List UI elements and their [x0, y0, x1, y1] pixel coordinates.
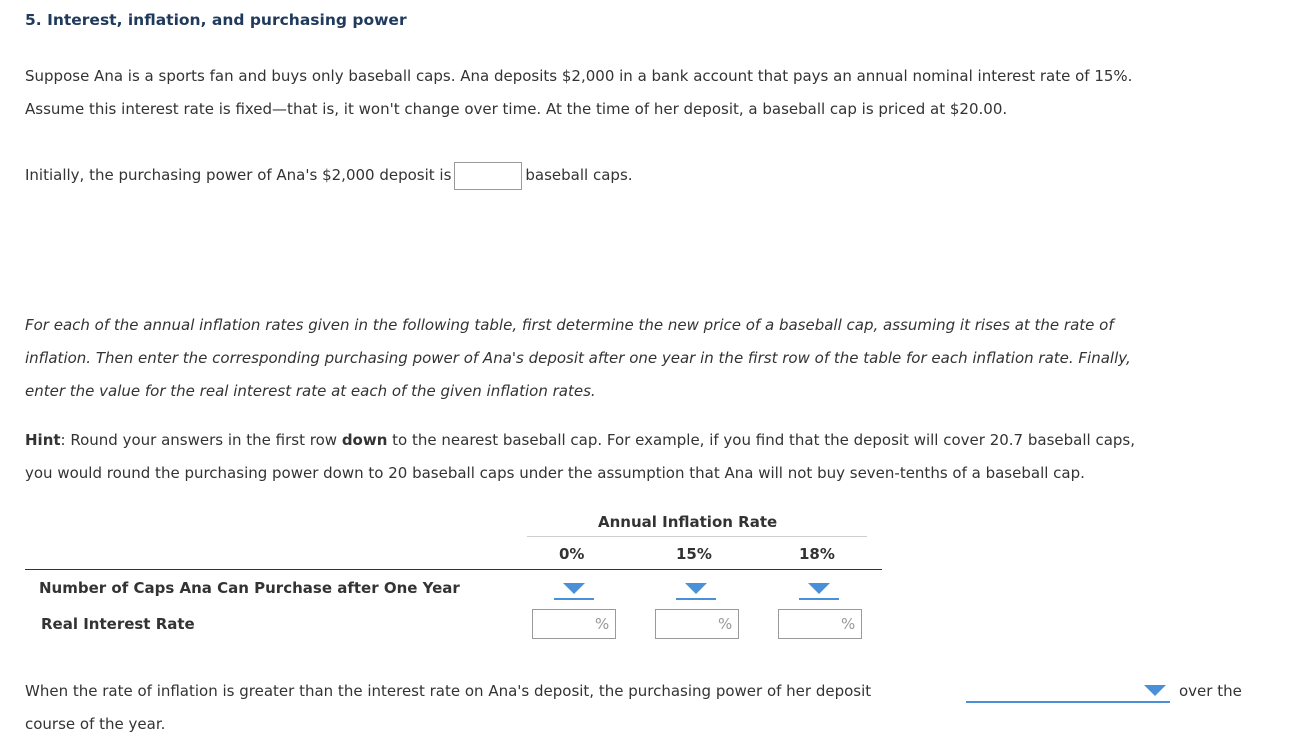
real-rate-input-0[interactable]: [532, 609, 616, 639]
chevron-down-icon: [685, 583, 707, 594]
chevron-down-icon: [1144, 685, 1166, 696]
question-title: 5. Interest, inflation, and purchasing power: [25, 11, 407, 29]
conclusion-text-after: over the: [1179, 682, 1242, 700]
initial-sentence: [25, 159, 633, 192]
intro-line-2: Assume this interest rate is fixed—that is, it won't change over time. At the time of her deposit, a baseball cap is priced at $20.00.: [25, 100, 1008, 118]
row-label-real-rate: Real Interest Rate: [41, 615, 195, 633]
hint-line-1: [25, 424, 1135, 457]
initial-text-after: baseball caps.: [525, 166, 633, 184]
hint-line-2: you would round the purchasing power down to 20 baseball caps under the assumption that Ana will not buy seven-tenths of a baseball cap.: [25, 464, 1085, 482]
hint-bold-word: down: [341, 431, 388, 449]
caps-dropdown-15[interactable]: [676, 580, 716, 600]
row-label-caps: Number of Caps Ana Can Purchase after One Year: [39, 579, 460, 597]
purchasing-power-change-dropdown[interactable]: [966, 684, 1170, 703]
column-header-18: 18%: [799, 545, 835, 563]
initial-text-before: Initially, the purchasing power of Ana's $2,000 deposit is: [25, 166, 452, 184]
conclusion-line-2: course of the year.: [25, 715, 166, 733]
caps-dropdown-18[interactable]: [799, 580, 839, 600]
percent-unit: %: [595, 615, 610, 633]
header-divider: [527, 536, 867, 537]
chevron-down-icon: [563, 583, 585, 594]
real-rate-input-15[interactable]: [655, 609, 739, 639]
hint-text-1: : Round your answers in the first row: [60, 431, 342, 449]
hint-label: Hint: [25, 431, 61, 449]
instructions-line-3: enter the value for the real interest rate at each of the given inflation rates.: [25, 382, 596, 400]
column-header-15: 15%: [676, 545, 712, 563]
conclusion-text-before: When the rate of inflation is greater than the interest rate on Ana's deposit, the purchasing power of her deposit: [25, 682, 872, 700]
real-rate-input-18[interactable]: [778, 609, 862, 639]
table-divider: [25, 569, 882, 570]
instructions-line-2: inflation. Then enter the corresponding purchasing power of Ana's deposit after one year in the first row of the table for each inflation rate. Finally,: [25, 349, 1131, 367]
initial-caps-input[interactable]: [454, 162, 522, 190]
caps-dropdown-0[interactable]: [554, 580, 594, 600]
percent-unit: %: [718, 615, 733, 633]
hint-text-2: to the nearest baseball cap. For example, if you find that the deposit will cover 20.7 baseball caps,: [387, 431, 1135, 449]
intro-line-1: Suppose Ana is a sports fan and buys only baseball caps. Ana deposits $2,000 in a bank account that pays an annual nominal interest rate of 15%.: [25, 67, 1133, 85]
percent-unit: %: [841, 615, 856, 633]
column-header-0: 0%: [559, 545, 585, 563]
chevron-down-icon: [808, 583, 830, 594]
instructions-line-1: For each of the annual inflation rates given in the following table, first determine the new price of a baseball cap, assuming it rises at the rate of: [25, 316, 1114, 334]
table-group-header: Annual Inflation Rate: [598, 513, 778, 531]
